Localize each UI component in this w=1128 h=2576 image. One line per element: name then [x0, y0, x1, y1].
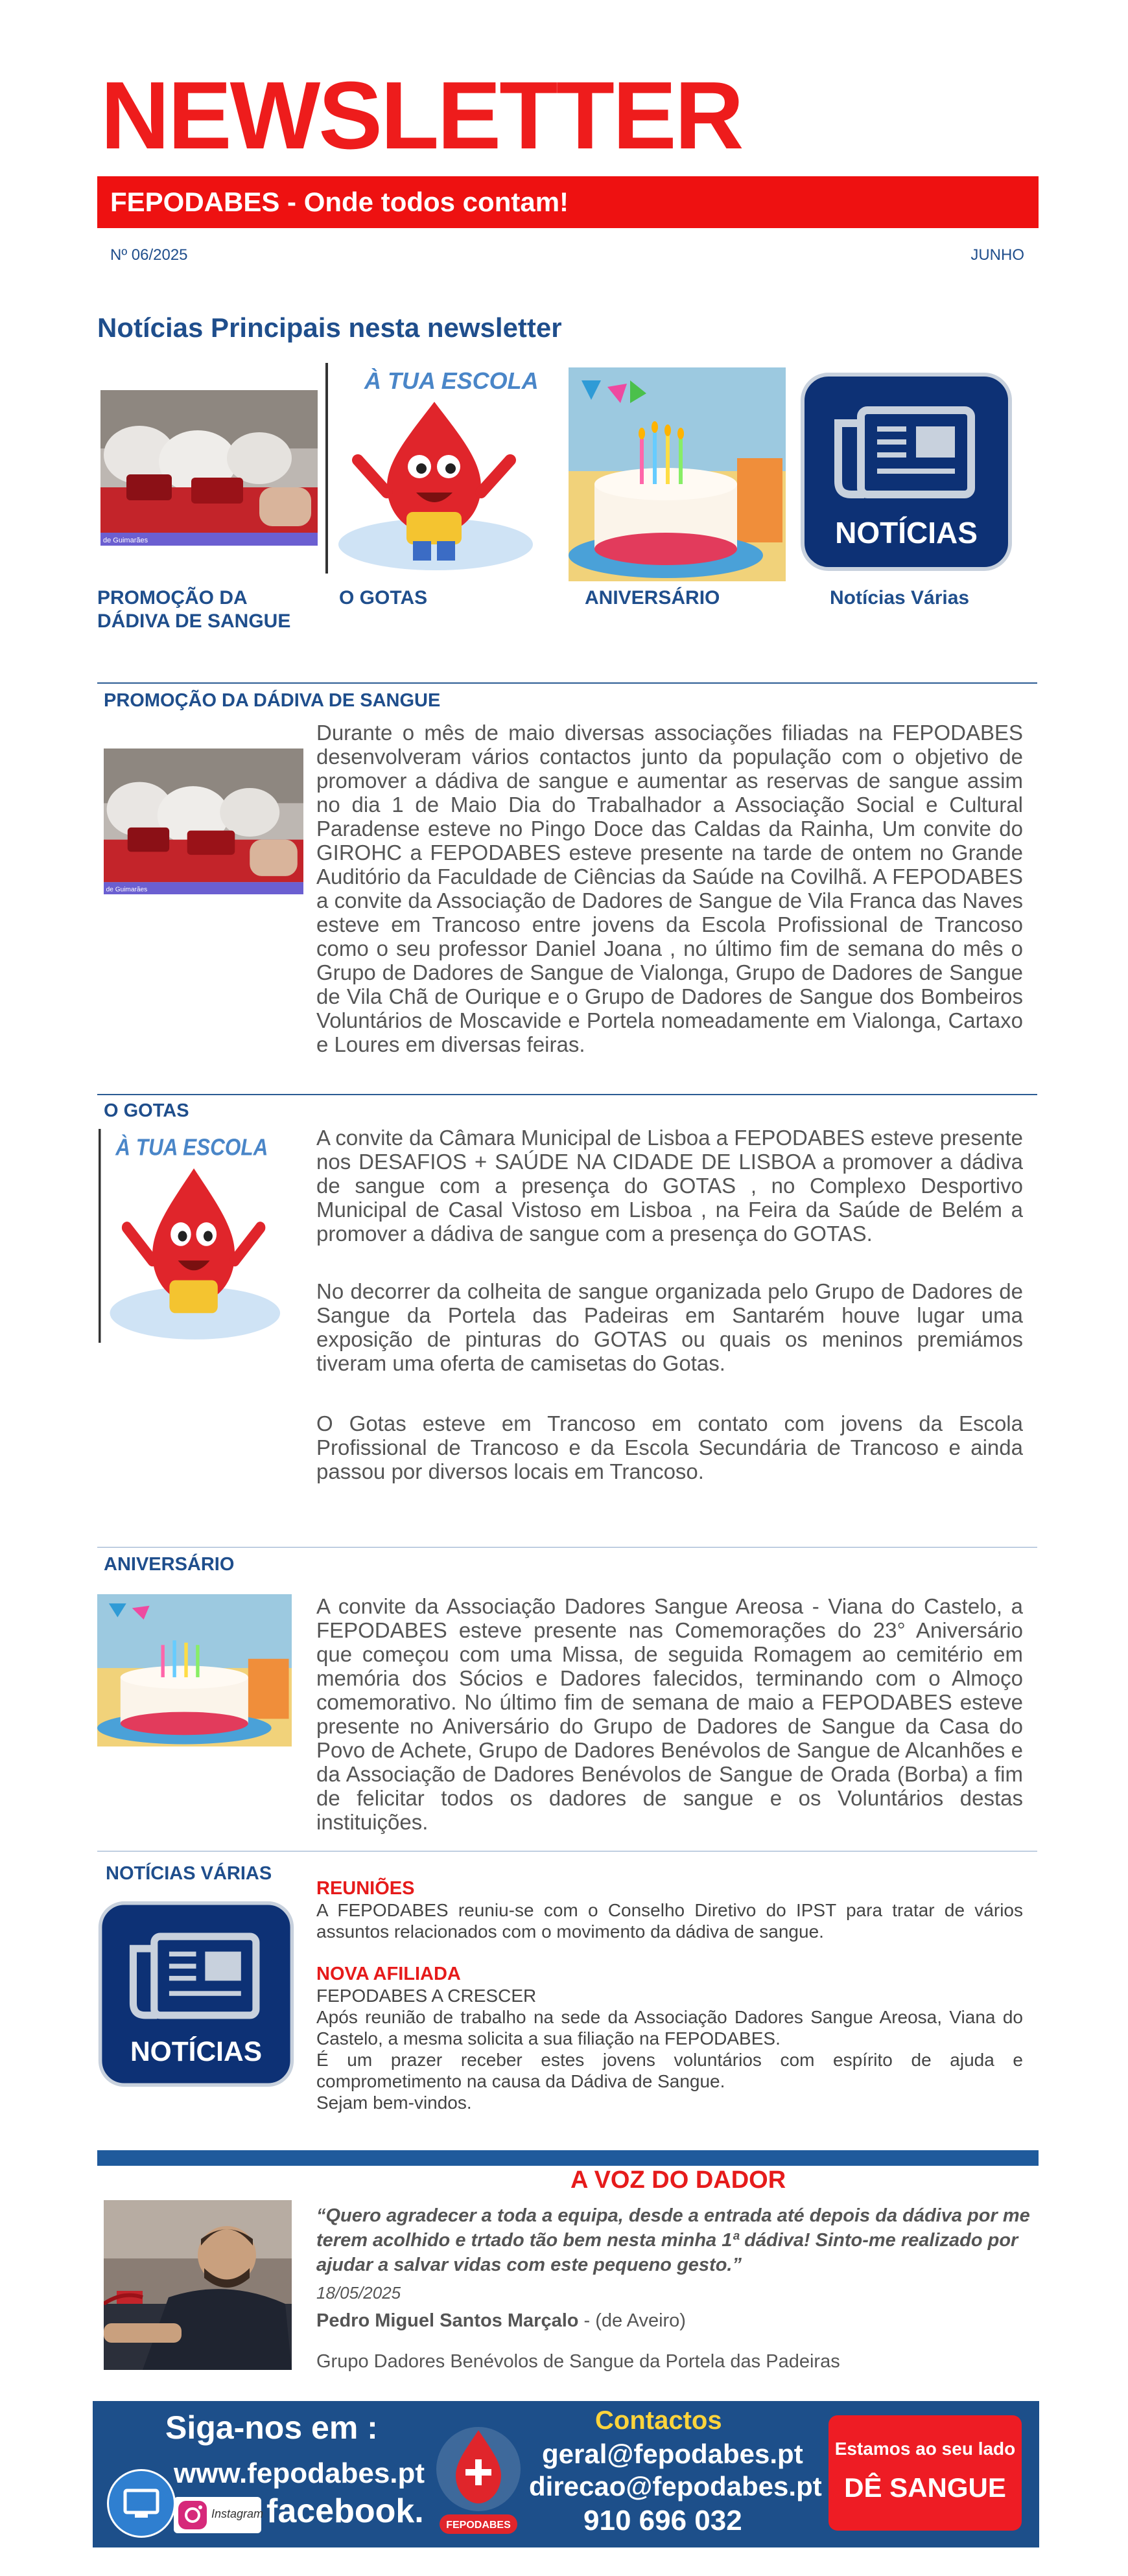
main-news-label-aniversario[interactable]: ANIVERSÁRIO — [585, 587, 720, 609]
noticias-heading-reunioes: REUNIÕES — [316, 1878, 415, 1899]
gotas-caption: À TUA ESCOLA — [364, 367, 539, 394]
donor-group: Grupo Dadores Benévolos de Sangue da Portela das Padeiras — [316, 2351, 840, 2372]
noticias-icon-caption: NOTÍCIAS — [130, 2036, 263, 2067]
section-title-gotas: O GOTAS — [104, 1100, 189, 1121]
noticias-icon-image — [97, 1900, 295, 2088]
donor-name: Pedro Miguel Santos Marçalo — [316, 2310, 579, 2331]
section-divider — [97, 682, 1037, 684]
section-title-aniversario: ANIVERSÁRIO — [104, 1554, 235, 1575]
gotas-text-3: O Gotas esteve em Trancoso em contato com jovens da Escola Profissional de Trancoso e da Escola Secundária de Trancoso e ainda passou por diversos locais em Trancoso. — [316, 1411, 1023, 1483]
blood-bags-image — [100, 390, 318, 546]
promocao-image-caption: de Guimarães — [106, 886, 148, 894]
donor-signature — [316, 2310, 686, 2332]
noticias-heading-afiliada: NOVA AFILIADA — [316, 1964, 461, 1984]
instagram-link[interactable] — [174, 2497, 264, 2533]
email-direction[interactable]: direcao@fepodabes.pt — [529, 2471, 822, 2501]
noticias-subheading: FEPODABES A CRESCER — [316, 1986, 537, 2006]
contacts-heading: Contactos — [595, 2406, 722, 2435]
instagram-label: Instagram — [211, 2507, 264, 2520]
promocao-image — [104, 748, 303, 894]
badge-line-2: DÊ SANGUE — [844, 2472, 1006, 2503]
aniversario-image — [97, 1594, 292, 1746]
facebook-link[interactable]: facebook. — [266, 2492, 424, 2530]
section-title-promocao: PROMOÇÃO DA DÁDIVA DE SANGUE — [104, 690, 441, 711]
issue-month: JUNHO — [970, 246, 1024, 264]
phone-number[interactable]: 910 696 032 — [583, 2505, 742, 2536]
email-general[interactable]: geral@fepodabes.pt — [542, 2439, 803, 2469]
blood-bags-caption: de Guimarães — [103, 537, 148, 544]
aniversario-text: A convite da Associação Dadores Sangue Areosa - Viana do Castelo, a FEPODABES esteve presente nas Comemorações do 23° Aniversário que começou com uma Missa, de seguida Romagem ao cemitério em memória dos Sócios e Dadores falecidos, terminando com o Almoço comemorativo. No último fim de semana de maio a FEPODABES esteve presente no Aniversário do Grupo de Dadores de Sangue da Casa do Povo de Achete, Grupo de Dadores Benévolos de Sangue de Alcanhões e da Associação de Dadores Benévolos de Sangue de Orada (Borba) a fim de felicitar todos os dadores de sangue e os Voluntários destas instituições. — [316, 1594, 1023, 1834]
noticias-content — [316, 1878, 1023, 2113]
voz-title: A VOZ DO DADOR — [570, 2166, 786, 2194]
donor-origin: - (de Aveiro) — [578, 2310, 686, 2331]
noticias-text-afiliada-2: É um prazer receber estes jovens voluntários com espírito de ajuda e comprometimento na causa da Dádiva de Sangue. — [316, 2050, 1023, 2091]
main-news-heading: Notícias Principais nesta newsletter — [97, 312, 562, 343]
noticias-text-afiliada-3: Sejam bem-vindos. — [316, 2093, 472, 2113]
badge-line-1: Estamos ao seu lado — [834, 2439, 1016, 2459]
footer-banner — [93, 2401, 1039, 2547]
main-news-label-gotas[interactable]: O GOTAS — [339, 587, 428, 609]
voz-divider-bar — [97, 2150, 1039, 2166]
donor-date: 18/05/2025 — [316, 2283, 401, 2303]
donor-quote: “Quero agradecer a toda a equipa, desde a entrada até depois da dádiva por me terem acolhido e trtado tão bem nesta minha 1ª dádiva! Sinto-me realizado por ajudar a salvar vidas com este pequeno gesto.” — [316, 2205, 1030, 2275]
newsletter-title: NEWSLETTER — [100, 62, 742, 169]
noticias-text-reunioes: A FEPODABES reuniu-se com o Conselho Diretivo do IPST para tratar de vários assuntos relacionados com o movimento da dádiva de sangue. — [316, 1900, 1023, 1942]
news-icon-caption: NOTÍCIAS — [835, 516, 978, 550]
fepodabes-logo-text: FEPODABES — [446, 2520, 511, 2531]
gotas-section-caption: À TUA ESCOLA — [115, 1134, 268, 1161]
issue-number: Nº 06/2025 — [110, 246, 188, 264]
promocao-text: Durante o mês de maio diversas associações filiadas na FEPODABES desenvolveram vários contactos junto da população com o objetivo de promover a dádiva de sangue e aumentar as reservas de sangue assim no dia 1 de Maio Dia do Trabalhador a Associação Social e Cultural Paradense esteve no Pingo Doce das Caldas da Rainha, Um convite do GIROHC a FEPODABES esteve presente na tarde de ontem no Grande Auditório da Faculdade de Ciências da Saúde na Covilhã. A FEPODABES a convite da Associação de Dadores de Sangue de Vila Franca das Naves esteve em Trancoso entre jovens da Escola Profissional de Trancoso como o seu professor Daniel Joana , no último fim de semana do mês o Grupo de Dadores de Sangue de Vialonga, Grupo de Dadores de Sangue de Vila Chã de Ourique e o Grupo de Dadores de Sangue dos Bombeiros Voluntários de Moscavide e Portela nomeadamente em Vialonga, Cartaxo e Loures em diversas feiras. — [316, 721, 1023, 1056]
main-news-label-noticias[interactable]: Notícias Várias — [830, 587, 970, 609]
follow-heading: Siga-nos em : — [165, 2409, 378, 2446]
gotas-section-image — [99, 1129, 290, 1343]
gotas-text-1: A convite da Câmara Municipal de Lisboa a FEPODABES esteve presente nos DESAFIOS + SAÚDE NA CIDADE DE LISBOA a promover a dádiva de sangue com a presença do GOTAS , no Complexo Desportivo Municipal de Casal Vistoso em Lisboa , na Feira da Saúde de Belém a promover a dádiva de sangue com a presença do GOTAS. — [316, 1126, 1023, 1246]
blood-donation-badge — [828, 2415, 1022, 2531]
section-divider — [97, 1094, 1037, 1095]
section-divider — [97, 1547, 1037, 1548]
header-banner: FEPODABES - Onde todos contam! — [97, 176, 1039, 228]
fepodabes-logo — [430, 2420, 527, 2544]
gotas-text-2: No decorrer da colheita de sangue organizada pelo Grupo de Dadores de Sangue da Portela das Padeiras em Santarém houve lugar uma exposição de pinturas do GOTAS ou quais os meninos premiámos tiveram uma oferta de camisetas do Gotas. — [316, 1279, 1023, 1375]
noticias-text-afiliada-1: Após reunião de trabalho na sede da Associação Dadores Sangue Areosa, Viana do Castelo, a mesma solicita a sua filiação na FEPODABES. — [316, 2007, 1023, 2048]
instagram-icon — [176, 2498, 209, 2532]
website-icon[interactable] — [107, 2469, 176, 2538]
news-icon-image — [799, 371, 1013, 572]
gotas-mascot-image — [325, 363, 544, 574]
main-news-label-promocao[interactable]: PROMOÇÃO DA DÁDIVA DE SANGUE — [97, 587, 291, 632]
donor-photo — [104, 2200, 292, 2370]
website-link[interactable]: www.fepodabes.pt — [174, 2457, 425, 2489]
birthday-cake-image — [569, 367, 786, 581]
section-title-noticias: NOTÍCIAS VÁRIAS — [106, 1863, 272, 1884]
